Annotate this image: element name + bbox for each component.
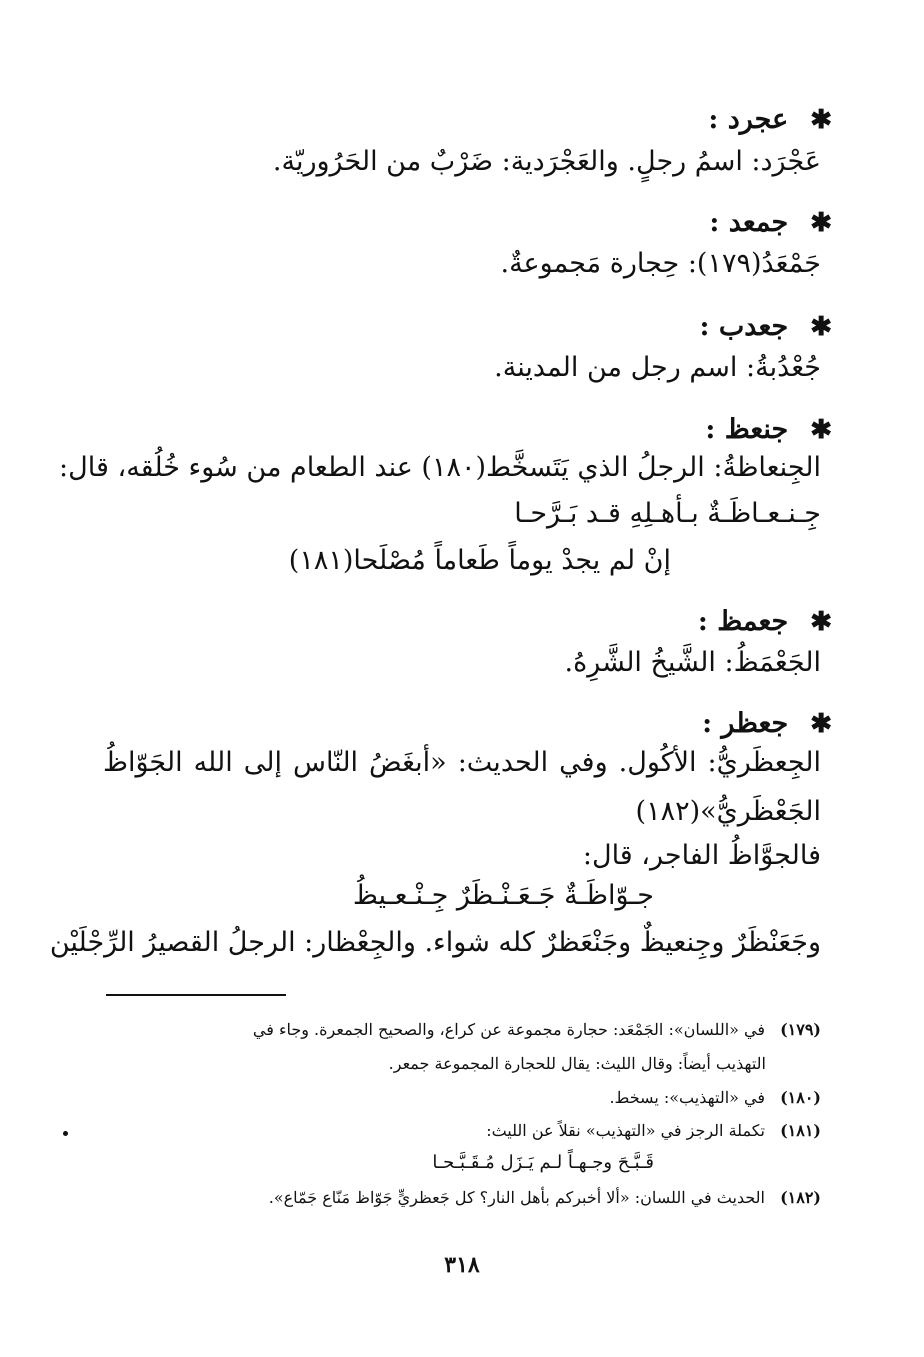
poem-verse: إنْ لم يجدْ يوماً طَعاماً مُصْلَحا(١٨١) xyxy=(288,545,671,576)
footnote-number: (١٨٢) xyxy=(780,1188,821,1207)
entry-text-line: وجَعَنْظَرٌ وجِنعيظٌ وجَنْعَظرٌ كله شواء. والجِعْظار: الرجلُ القصيرُ الرِّجْلَيْن xyxy=(49,927,821,958)
footnote-separator xyxy=(106,994,286,996)
footnote-text: في «اللسان»: الجَمْعَد: حجارة مجموعة عن كراع، والصحيح الجمعرة. وجاء في xyxy=(252,1020,765,1039)
footnote xyxy=(103,1088,821,1107)
entry-text-line: فالجوَّاظُ الفاجر، قال: xyxy=(582,840,821,871)
footnote xyxy=(103,1188,821,1207)
footnote xyxy=(103,1020,821,1039)
footnote-text: الحديث في اللسان: «ألا أخبركم بأهل النار؟ كل جَعظريٍّ جَوّاظ مَنّاع جَمّاع». xyxy=(268,1188,765,1207)
entry-heading-text: عجرد : xyxy=(708,104,789,135)
asterisk-icon: ✱ xyxy=(810,104,832,135)
entry-text-line: عَجْرَد: اسمُ رجلٍ. والعَجْرَدية: ضَرْبٌ من الحَرُوريّة. xyxy=(272,146,821,177)
footnote-number: (١٨٠) xyxy=(780,1088,821,1107)
entry-text-line: جُعْدُبةُ: اسم رجل من المدينة. xyxy=(494,352,821,383)
entry-heading-text: جعدب : xyxy=(699,311,789,342)
asterisk-icon: ✱ xyxy=(810,606,832,637)
footnote-text: تكملة الرجز في «التهذيب» نقلاً عن الليث: xyxy=(486,1121,765,1140)
entry-heading xyxy=(702,708,832,739)
asterisk-icon: ✱ xyxy=(810,708,832,739)
entry-heading-text: جعمظ : xyxy=(697,606,789,637)
entry-text-line: الجَعْظَريُّ»(١٨٢) xyxy=(635,796,821,827)
entry-text-line: الجَعْمَظُ: الشَّيخُ الشَّرِهُ. xyxy=(564,647,821,678)
entry-text-line: الجِعظَريُّ: الأكُول. وفي الحديث: «أبغَضُ النّاس إلى الله الجَوّاظُ xyxy=(103,747,821,778)
footnote xyxy=(103,1121,821,1140)
asterisk-icon: ✱ xyxy=(810,207,832,238)
footnote-text: التهذيب أيضاً: وقال الليث: يقال للحجارة المجموعة جمعر. xyxy=(388,1054,766,1073)
entry-heading-text: جعظر : xyxy=(702,708,789,739)
footnote-text: في «التهذيب»: يسخط. xyxy=(609,1088,765,1107)
page-number: ٣١٨ xyxy=(444,1252,480,1278)
footnote-verse: قَـبَّـحَ وجـهـاً لـم يَـزَل مُـقَـبَّـحـا xyxy=(432,1152,654,1173)
asterisk-icon: ✱ xyxy=(810,311,832,342)
entry-heading xyxy=(698,606,832,637)
asterisk-icon: ✱ xyxy=(810,414,832,445)
footnote-number: (١٧٩) xyxy=(780,1020,821,1039)
entry-heading-text: جمعد : xyxy=(709,207,789,238)
poem-verse: جـوّاظَـةٌ جَـعَـنْـظَرٌ جِـنْـعـيظُ xyxy=(352,880,654,911)
poem-verse: جِـنـعـاظَـةٌ بـأهـلِهِ قـد بَـرَّحـا xyxy=(514,498,821,529)
entry-text-line: جَمْعَدُ(١٧٩): حِجارة مَجموعةٌ. xyxy=(500,248,821,279)
ink-dot xyxy=(63,1131,68,1136)
entry-heading xyxy=(708,104,832,135)
entry-heading-text: جنعظ : xyxy=(705,414,789,445)
entry-text-line: الجِنعاظةُ: الرجلُ الذي يَتَسخَّط(١٨٠) عند الطعام من سُوء خُلُقه، قال: xyxy=(59,452,821,483)
entry-heading xyxy=(700,311,832,342)
entry-heading xyxy=(705,414,832,445)
footnote-number: (١٨١) xyxy=(780,1121,821,1140)
entry-heading xyxy=(709,207,832,238)
